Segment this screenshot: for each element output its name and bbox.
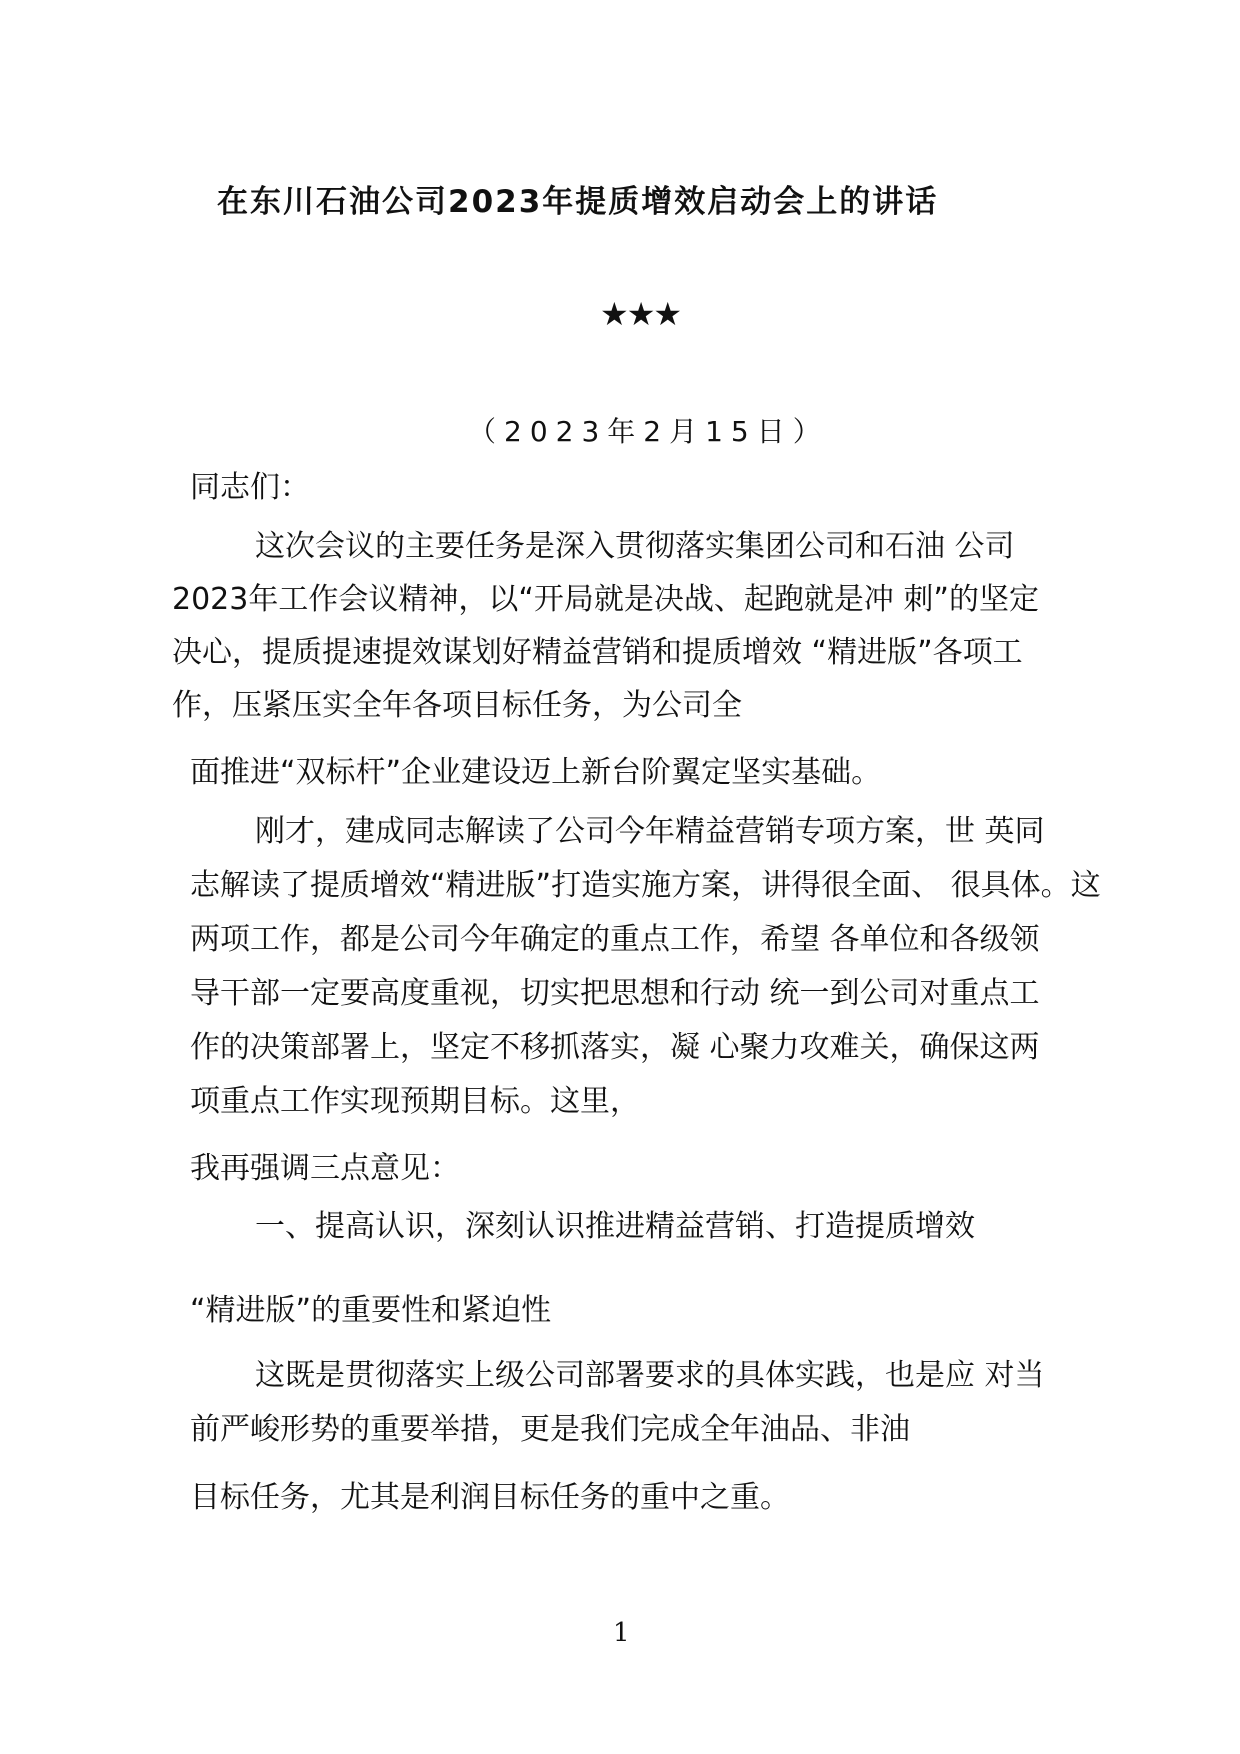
body-line: 项重点工作实现预期目标。这里，: [190, 1084, 640, 1119]
speech-title: 在东川石油公司2023年提质增效启动会上的讲话: [217, 184, 939, 220]
salutation: 同志们：: [190, 470, 310, 505]
body-line: 作的决策部署上，坚定不移抓落实，凝 心聚力攻难关，确保这两: [190, 1030, 1040, 1065]
page-number: 1: [613, 1618, 630, 1648]
body-line: 刚才，建成同志解读了公司今年精益营销专项方案，世 英同: [255, 814, 1045, 849]
body-line: 两项工作，都是公司今年确定的重点工作，希望 各单位和各级领: [190, 922, 1040, 957]
section-heading: 一、提高认识，深刻认识推进精益营销、打造提质增效: [255, 1209, 975, 1244]
body-line: 这既是贯彻落实上级公司部署要求的具体实践，也是应 对当: [255, 1358, 1045, 1393]
body-line: 作，压紧压实全年各项目标任务，为公司全: [172, 688, 742, 723]
body-line: 这次会议的主要任务是深入贯彻落实集团公司和石油 公司: [255, 529, 1015, 564]
star-decoration: ★★★: [600, 295, 681, 333]
body-line: 目标任务，尤其是利润目标任务的重中之重。: [190, 1480, 790, 1515]
body-line: 前严峻形势的重要举措，更是我们完成全年油品、非油: [190, 1412, 910, 1447]
section-heading-cont: “精进版”的重要性和紧迫性: [190, 1293, 552, 1328]
body-line: 面推进“双标杆”企业建设迈上新台阶翼定坚实基础。: [190, 755, 882, 790]
speech-date: （2023年2月15日）: [468, 415, 829, 448]
body-line: 导干部一定要高度重视，切实把思想和行动 统一到公司对重点工: [190, 976, 1040, 1011]
body-line: 我再强调三点意见：: [190, 1151, 460, 1186]
body-line: 2023年工作会议精神，以“开局就是决战、起跑就是冲 刺”的坚定: [172, 582, 1039, 617]
body-line: 志解读了提质增效“精进版”打造实施方案，讲得很全面、 很具体。这: [190, 868, 1101, 903]
body-line: 决心，提质提速提效谋划好精益营销和提质增效 “精进版”各项工: [172, 635, 1023, 670]
